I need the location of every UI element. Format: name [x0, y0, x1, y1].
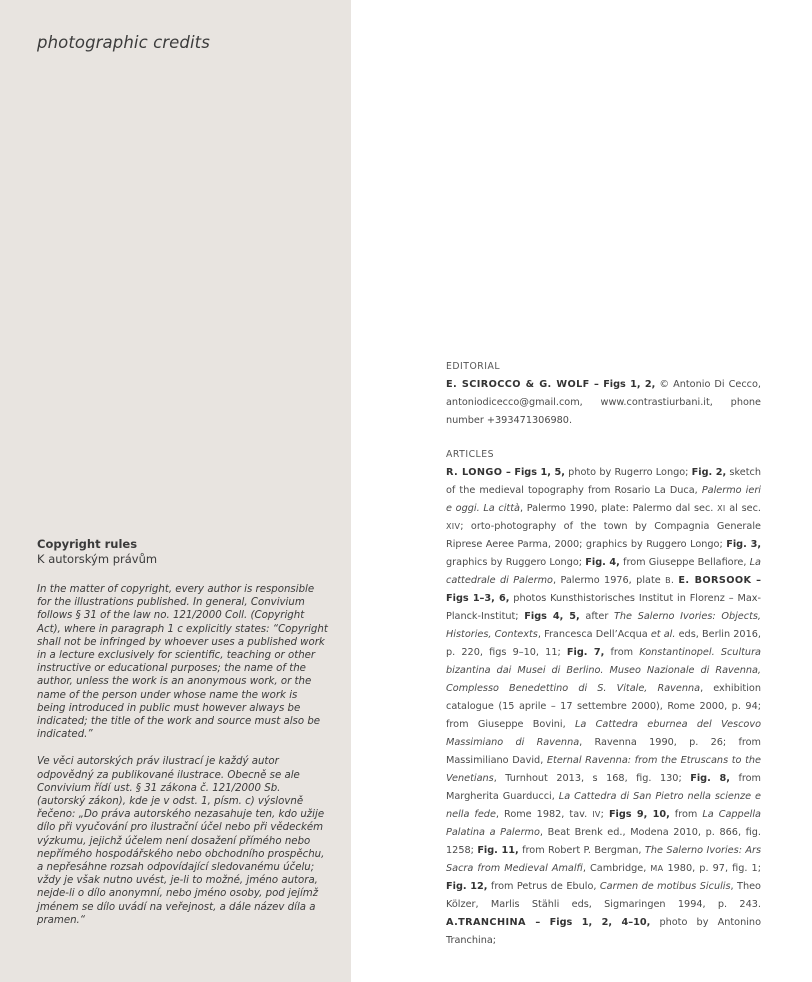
- work-title: La Cattedra di San Pietro nella scienze e nella fede: [446, 791, 761, 820]
- articles-section: [446, 446, 761, 950]
- work-title: La Cattedra eburnea del Vescovo Massimiano di Ravenna: [446, 719, 761, 748]
- credit-text: after: [579, 611, 614, 622]
- credit-text: ;: [600, 809, 609, 820]
- figure-ref: Fig. 8,: [690, 773, 730, 784]
- credit-text: from: [669, 809, 703, 820]
- figure-ref: Fig. 3,: [726, 539, 761, 550]
- credit-text: , Palermo 1976, plate: [552, 575, 666, 586]
- editorial-section: [446, 358, 761, 430]
- small-caps: XIV: [446, 522, 461, 531]
- work-title: Carmen de motibus Siculis: [599, 881, 731, 892]
- credit-text: graphics by Ruggero Longo;: [446, 557, 586, 568]
- work-title: La Cappella Palatina a Palermo: [446, 809, 761, 838]
- credit-text: photo by Rugerro Longo;: [564, 467, 692, 478]
- section-title: photographic credits: [37, 33, 210, 52]
- figure-ref: Fig. 7,: [566, 647, 605, 658]
- credit-text: sketch of the medieval topography from Rosario La Duca,: [446, 467, 761, 496]
- figure-ref: Fig. 12,: [446, 881, 488, 892]
- work-title: The Salerno Ivories: Ars Sacra from Medieval Amalfi: [446, 845, 762, 874]
- work-title: La cattedrale di Palermo: [446, 557, 761, 586]
- small-caps: XI: [717, 504, 726, 513]
- editorial-entry: [446, 376, 761, 430]
- separator: –: [751, 575, 761, 586]
- work-title: Palermo ieri e oggi. La città: [446, 485, 761, 514]
- left-panel: [0, 0, 351, 982]
- articles-entry: [446, 464, 761, 950]
- credit-text: , Ravenna 1990, p. 26; from Massimiliano David,: [446, 737, 761, 766]
- credit-text: , Turnhout 2013, s 168, fig. 130;: [493, 773, 691, 784]
- credit-text: , Palermo 1990, plate: Palermo dal sec.: [519, 503, 718, 514]
- credit-text: , exhibition catalogue (15 aprile – 17 settembre 2000), Rome 2000, p. 94; from Giuseppe Bovini,: [446, 683, 761, 730]
- work-title: et al.: [650, 629, 676, 640]
- credit-text: ; orto-photography of the town by Compagnia Generale Riprese Aeree Parma, 2000; graphics by Ruggero Longo;: [446, 521, 761, 550]
- small-caps: B: [665, 576, 671, 585]
- figure-ref: Figs 1, 2,: [603, 379, 656, 390]
- figure-ref: Figs 1–3, 6,: [446, 593, 510, 604]
- credit-text: © Antonio Di Cecco, antoniodicecco@gmail.com, www.contrastiurbani.it, phone number +393471306980.: [446, 379, 761, 426]
- author-name: E. BORSOOK: [678, 575, 752, 586]
- editorial-label: EDITORIAL: [446, 361, 501, 372]
- small-caps: MA: [650, 864, 664, 873]
- separator: –: [502, 467, 515, 478]
- credit-text: from Robert P. Bergman,: [518, 845, 645, 856]
- copyright-paragraph-en: In the matter of copyright, every author is responsible for the illustrations published. In general, Convivium follows § 31 of the law no. 121/2000 Coll. (Copyright Act), where in paragraph 1 c explicitly states: “Copyright shall not be infringed by whoever uses a published work in a lecture exclusively for scientific, teaching or other instructive or educational purposes; the name of the author, unless the work is an anonymous work, or the name of the person under whose name the work is being introduced in public must however always be indicated; the title of the work and source must also be indicated.”: [37, 584, 328, 741]
- author-name: E. SCIROCCO & G. WOLF: [446, 379, 590, 390]
- separator: –: [525, 917, 550, 928]
- credit-text: .: [670, 575, 679, 586]
- author-name: A.TRANCHINA: [446, 917, 526, 928]
- credit-text: from: [604, 647, 640, 658]
- copyright-paragraph-cz: Ve věci autorských práv ilustrací je každý autor odpovědný za publikované ilustrace. Obecně se ale Convivium řídí ust. § 31 zákona č. 121/2000 Sb. (autorský zákon), kde je v odst. 1, písm. c) výslovně řečeno: „Do práva autorského nezasahuje ten, kdo užije dílo při vyučování pro ilustrační účel nebo při vědeckém výzkumu, jejichž účelem není dosažení přímého nebo nepřímého hospodářského nebo obchodního prospěchu, a nepřesáhne rozsah odpovídající sledovanému účelu; vždy je však nutno uvést, je-li to možné, jméno autora, nejde-li o dílo anonymní, nebo jméno osoby, pod jejímž jménem se dílo uvádí na veřejnost, a dále název díla a pramen.“: [37, 756, 325, 926]
- author-name: R. LONGO: [446, 467, 503, 478]
- figure-ref: Fig. 11,: [477, 845, 519, 856]
- credit-text: , Beat Brenk ed., Modena 2010, p. 866, fig. 1258;: [446, 827, 761, 856]
- credit-text: photos Kunsthistorisches Institut in Florenz – Max-Planck-Institut;: [446, 593, 762, 622]
- copyright-heading: Copyright rules: [37, 537, 138, 551]
- figure-ref: Fig. 4,: [585, 557, 620, 568]
- small-caps: IV: [592, 810, 601, 819]
- separator: –: [589, 379, 604, 390]
- credit-text: , Francesca Dell’Acqua: [537, 629, 651, 640]
- credit-text: , Theo Kölzer, Marlis Stähli eds, Sigmaringen 1994, p. 243.: [446, 881, 761, 910]
- credit-text: , Rome 1982, tav.: [495, 809, 593, 820]
- articles-label: ARTICLES: [446, 449, 495, 460]
- copyright-subheading: K autorským právům: [37, 552, 158, 566]
- credit-text: al sec.: [725, 503, 761, 514]
- credit-text: from Giuseppe Bellafiore,: [619, 557, 750, 568]
- copyright-block: [37, 537, 329, 941]
- credit-text: 1980, p. 97, fig. 1;: [663, 863, 761, 874]
- figure-ref: Figs 9, 10,: [608, 809, 670, 820]
- credit-text: from Margherita Guarducci,: [446, 773, 761, 802]
- figure-ref: Figs 4, 5,: [524, 611, 580, 622]
- work-title: Eternal Ravenna: from the Etruscans to the Venetians: [446, 755, 762, 784]
- work-title: The Salerno Ivories: Objects, Histories, Contexts: [446, 611, 761, 640]
- figure-ref: Fig. 2,: [691, 467, 727, 478]
- credit-text: photo by Antonino Tranchina;: [446, 917, 761, 946]
- figure-ref: Figs 1, 2, 4–10,: [549, 917, 651, 928]
- credit-text: , Cambridge,: [582, 863, 651, 874]
- work-title: Konstantinopel. Scultura bizantina dai Musei di Berlino. Museo Nazionale di Ravenna, Complesso Benedettino di S. Vitale, Ravenna: [446, 647, 761, 694]
- figure-ref: Figs 1, 5,: [514, 467, 565, 478]
- credits-column: [446, 358, 761, 966]
- credit-text: eds, Berlin 2016, p. 220, figs 9–10, 11;: [446, 629, 761, 658]
- credit-text: from Petrus de Ebulo,: [487, 881, 600, 892]
